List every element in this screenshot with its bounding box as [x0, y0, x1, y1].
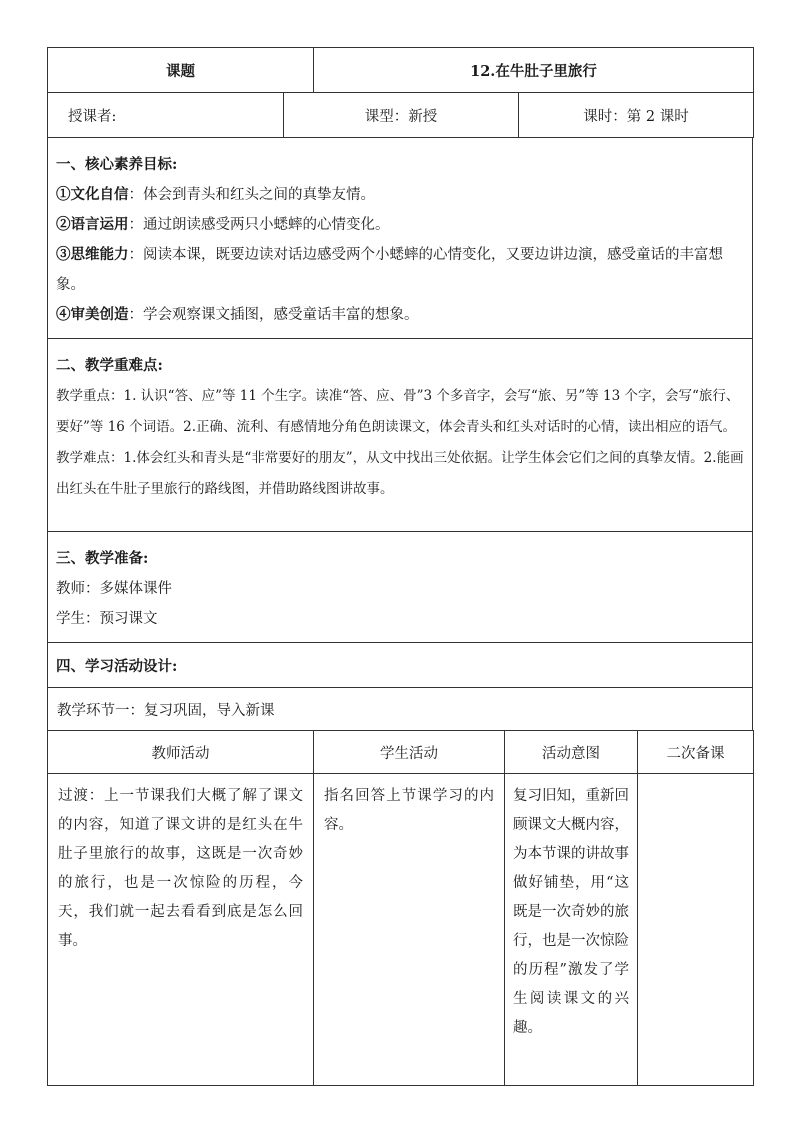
- col-teacher-activity: 教师活动: [48, 731, 314, 774]
- activity-step: 教学环节一：复习巩固，导入新课: [48, 688, 753, 731]
- section-prep-title: 三、教学准备:: [56, 550, 149, 567]
- lesson-plan-page: [47, 47, 753, 1086]
- goal-item: ③思维能力：阅读本课，既要边读对话边感受两个小蟋蟀的心情变化，又要边讲边演，感受童话的丰富想象。: [56, 246, 723, 293]
- goal-item: ②语言运用：通过朗读感受两只小蟋蟀的心情变化。: [56, 216, 390, 233]
- teacher-field: 授课者:: [48, 93, 284, 138]
- meta-row: [48, 93, 754, 138]
- section-key-points: [48, 339, 753, 532]
- section-goals-title: 一、核心素养目标:: [56, 156, 178, 173]
- prep-student: 学生：预习课文: [56, 611, 158, 627]
- key-points-text: 教学重点：1. 认识“答、应”等 11 个生字。读准“答、应、骨”3 个多音字，会写“旅、另”等 13 个字，会写“旅行、要好”等 16 个词语。2.正确、流利、有感情地分角色朗读课文，体会青头和红头对话时的心情，读出相应的语气。: [56, 388, 740, 435]
- teacher-activity-text: 过渡：上一节课我们大概了解了课文的内容，知道了课文讲的是红头在牛肚子里旅行的故事，这既是一次奇妙的旅行，也是一次惊险的历程，今天，我们就一起去看看到底是怎么回事。: [48, 774, 314, 1086]
- col-second-prep: 二次备课: [638, 731, 754, 774]
- student-activity-text: 指名回答上节课学习的内容。: [314, 774, 505, 1086]
- prep-teacher: 教师：多媒体课件: [56, 581, 172, 597]
- goal-item: ①文化自信：体会到青头和红头之间的真挚友情。: [56, 186, 375, 203]
- lesson-type: 课型：新授: [284, 93, 519, 138]
- section-key-title: 二、教学重难点:: [56, 357, 163, 374]
- lesson-period: 课时：第 2 课时: [519, 93, 754, 138]
- intent-text: 复习旧知，重新回顾课文大概内容，为本节课的讲故事做好铺垫，用“这既是一次奇妙的旅行，也是一次惊险的历程”激发了学生阅读课文的兴趣。: [505, 774, 638, 1086]
- activity-step-row: [48, 688, 753, 731]
- difficult-points-text: 教学难点：1.体会红头和青头是“非常要好的朋友”，从文中找出三处依据。让学生体会它们之间的真挚友情。2.能画出红头在牛肚子里旅行的路线图，并借助路线图讲故事。: [56, 450, 744, 497]
- meta-table: [47, 92, 754, 138]
- activity-table: [47, 730, 754, 1086]
- col-intent: 活动意图: [505, 731, 638, 774]
- goal-item: ④审美创造：学会观察课文插图，感受童话丰富的想象。: [56, 306, 419, 323]
- lesson-plan-table: [47, 47, 754, 93]
- section-activity-title: 四、学习活动设计:: [48, 643, 753, 688]
- activity-header-row: [48, 731, 754, 774]
- header-label: 课题: [48, 48, 314, 93]
- sections-table: [47, 137, 753, 731]
- activity-row: [48, 774, 754, 1086]
- lesson-title: 12.在牛肚子里旅行: [314, 48, 754, 93]
- header-row: [48, 48, 754, 93]
- second-prep-text: [638, 774, 754, 1086]
- col-student-activity: 学生活动: [314, 731, 505, 774]
- section-goals: [48, 138, 753, 339]
- section-preparation: [48, 532, 753, 643]
